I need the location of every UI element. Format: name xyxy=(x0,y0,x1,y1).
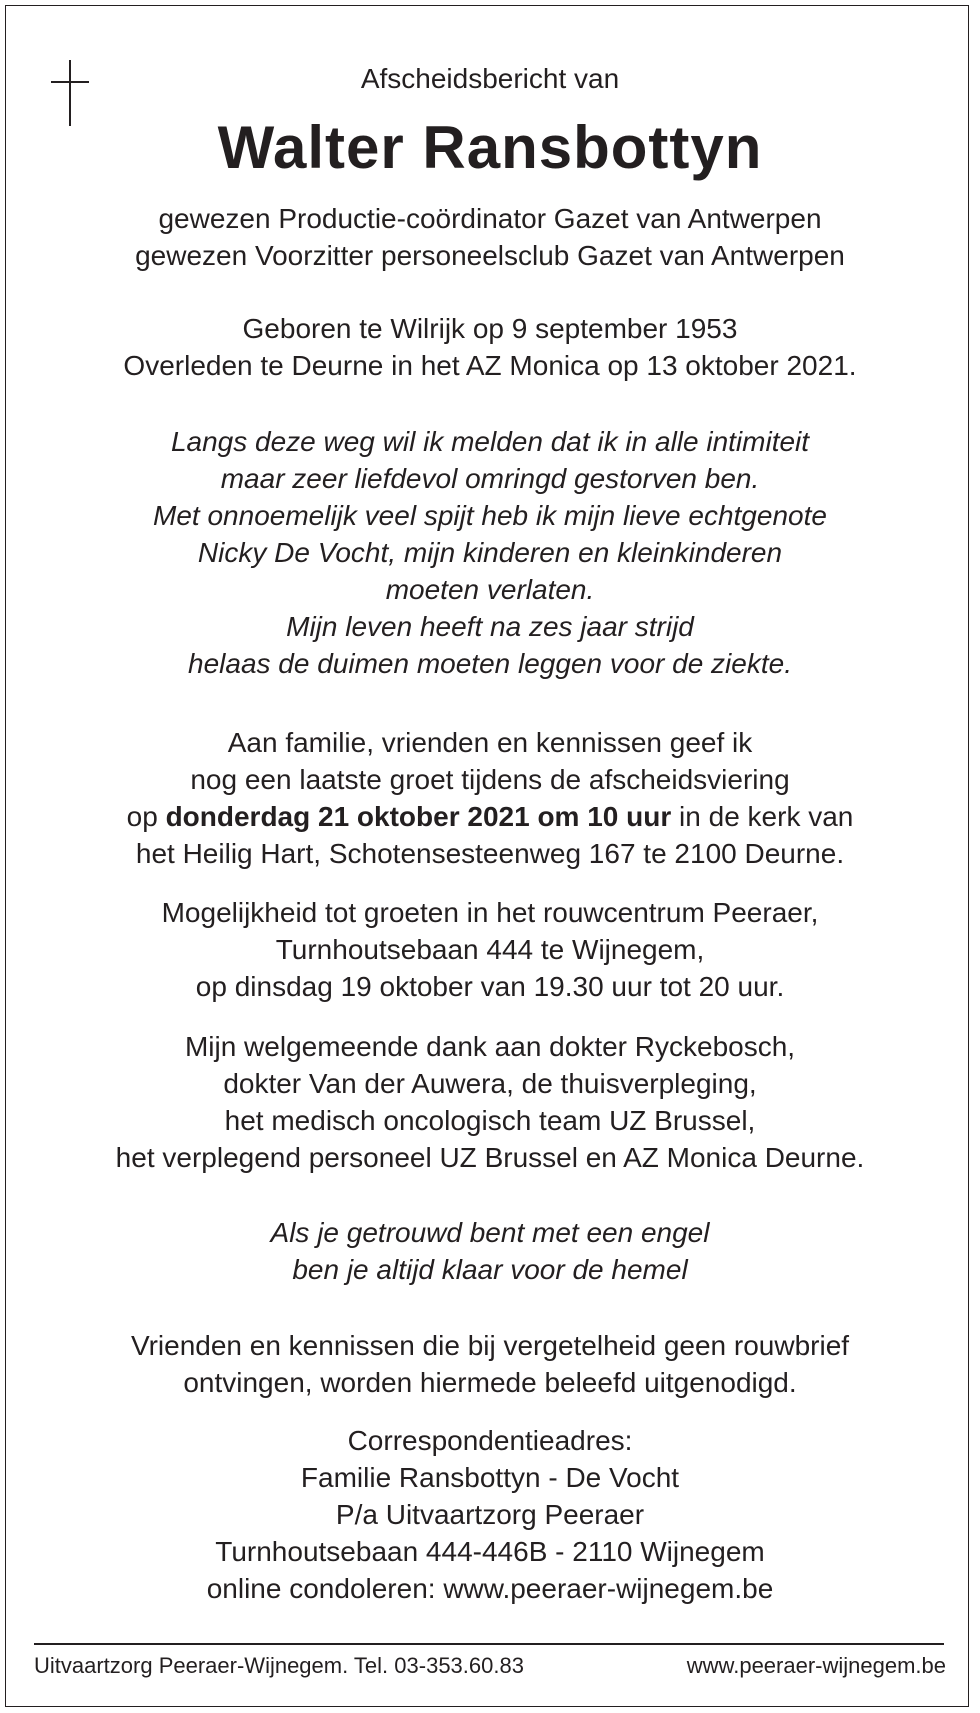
invite-line: ontvingen, worden hiermede beleefd uitgenodigd. xyxy=(183,1367,797,1398)
correspondence-line: online condoleren: www.peeraer-wijnegem.be xyxy=(206,1573,774,1604)
ceremony-suffix: in de kerk van xyxy=(671,801,854,832)
viewing-line: op dinsdag 19 oktober van 19.30 uur tot 20 uur. xyxy=(195,971,785,1002)
footer-contact: Uitvaartzorg Peeraer-Wijnegem. Tel. 03-353.60.83 xyxy=(34,1653,524,1678)
message-line: Nicky De Vocht, mijn kinderen en kleinkinderen xyxy=(197,537,783,568)
correspondence-line: Correspondentieadres: xyxy=(347,1425,633,1456)
viewing-line: Mogelijkheid tot groeten in het rouwcentrum Peeraer, xyxy=(161,897,819,928)
viewing-block xyxy=(20,894,960,1005)
ceremony-line: het Heilig Hart, Schotensesteenweg 167 te 2100 Deurne. xyxy=(135,838,845,869)
death-line: Overleden te Deurne in het AZ Monica op 13 oktober 2021. xyxy=(123,350,857,381)
message-line: Met onnoemelijk veel spijt heb ik mijn lieve echtgenote xyxy=(153,500,827,531)
correspondence-line: Familie Ransbottyn - De Vocht xyxy=(300,1462,680,1493)
quote-line: ben je altijd klaar voor de hemel xyxy=(292,1254,688,1285)
intro-text: Afscheidsbericht van xyxy=(360,63,620,94)
ceremony-date: donderdag 21 oktober 2021 om 10 uur xyxy=(165,801,672,832)
functions-block xyxy=(20,200,960,274)
ceremony-line: nog een laatste groet tijdens de afscheidsviering xyxy=(190,764,790,795)
ceremony-line xyxy=(20,798,960,835)
correspondence-line: P/a Uitvaartzorg Peeraer xyxy=(335,1499,645,1530)
dates-block xyxy=(20,310,960,384)
deceased-name: Walter Ransbottyn xyxy=(217,114,763,181)
invite-line: Vrienden en kennissen die bij vergetelheid geen rouwbrief xyxy=(130,1330,850,1361)
ceremony-prefix: op xyxy=(126,801,166,832)
message-block xyxy=(20,423,960,682)
message-line: helaas de duimen moeten leggen voor de ziekte. xyxy=(188,648,792,679)
quote-block xyxy=(20,1214,960,1288)
thanks-line: het verplegend personeel UZ Brussel en AZ Monica Deurne. xyxy=(115,1142,865,1173)
thanks-line: dokter Van der Auwera, de thuisverpleging, xyxy=(223,1068,757,1099)
thanks-line: het medisch oncologisch team UZ Brussel, xyxy=(224,1105,756,1136)
function-line: gewezen Productie-coördinator Gazet van Antwerpen xyxy=(158,203,822,234)
message-line: moeten verlaten. xyxy=(385,574,595,605)
footer-divider xyxy=(34,1643,944,1645)
correspondence-line: Turnhoutsebaan 444-446B - 2110 Wijnegem xyxy=(215,1536,765,1567)
quote-line: Als je getrouwd bent met een engel xyxy=(270,1217,710,1248)
function-line: gewezen Voorzitter personeelsclub Gazet van Antwerpen xyxy=(135,240,845,271)
invite-block xyxy=(20,1327,960,1401)
ceremony-line: Aan familie, vrienden en kennissen geef ik xyxy=(227,727,753,758)
footer-website: www.peeraer-wijnegem.be xyxy=(686,1653,946,1678)
birth-line: Geboren te Wilrijk op 9 september 1953 xyxy=(242,313,738,344)
viewing-line: Turnhoutsebaan 444 te Wijnegem, xyxy=(275,934,705,965)
message-line: Mijn leven heeft na zes jaar strijd xyxy=(286,611,694,642)
message-line: maar zeer liefdevol omringd gestorven ben. xyxy=(220,463,760,494)
correspondence-block xyxy=(20,1422,960,1607)
ceremony-block xyxy=(20,724,960,872)
message-line: Langs deze weg wil ik melden dat ik in alle intimiteit xyxy=(170,426,810,457)
thanks-line: Mijn welgemeende dank aan dokter Ryckebosch, xyxy=(184,1031,796,1062)
thanks-block xyxy=(20,1028,960,1176)
